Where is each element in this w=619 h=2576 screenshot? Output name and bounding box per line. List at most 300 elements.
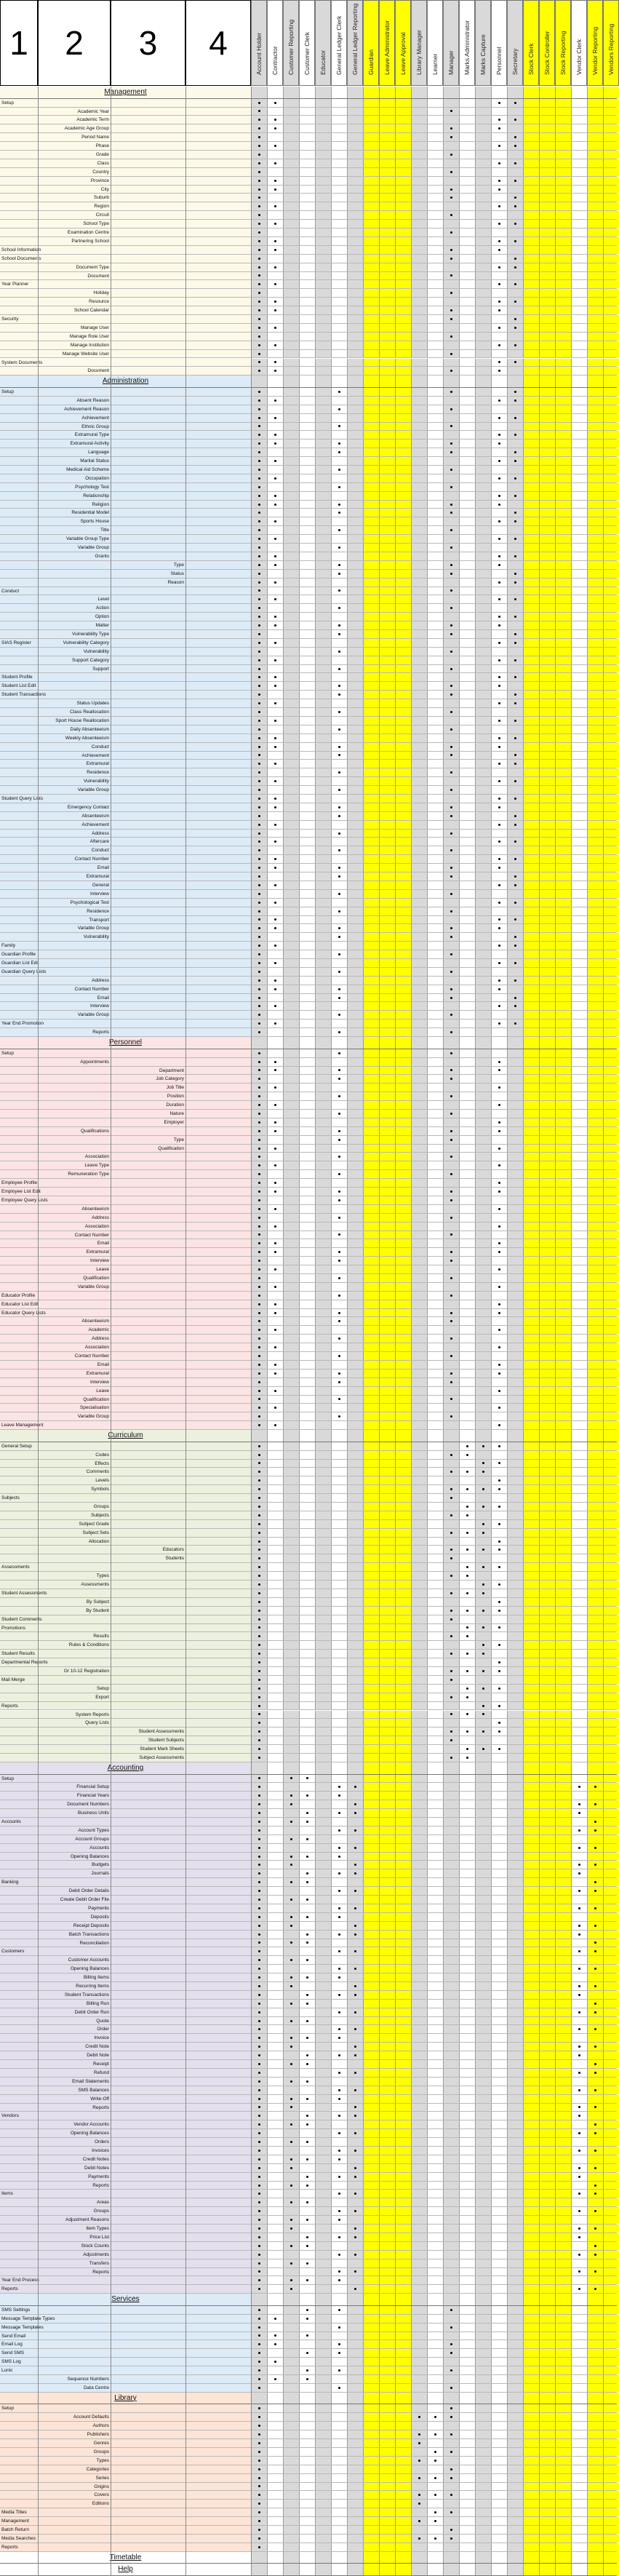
menu-row (0, 570, 617, 579)
permission-cell (283, 639, 299, 647)
permission-cell (299, 673, 315, 681)
permission-cell (267, 405, 283, 413)
permission-cell (507, 108, 523, 116)
permission-cell (331, 899, 347, 907)
permission-cell (363, 280, 379, 288)
level-4-header: 4 (185, 0, 251, 86)
permission-cell (459, 570, 475, 578)
permission-cell (539, 630, 555, 638)
permission-cell (491, 116, 507, 124)
permission-cell (299, 595, 315, 603)
permission-cell (459, 298, 475, 306)
permission-cell (475, 890, 491, 898)
permission-cell (555, 777, 571, 785)
permission-cell (331, 306, 347, 314)
permission-cell (427, 440, 443, 448)
permission-cell (571, 333, 587, 341)
permission-cell (363, 99, 379, 107)
permission-cell (331, 526, 347, 534)
permission-cell (555, 717, 571, 725)
permission-cell (555, 950, 571, 958)
permission-cell (251, 99, 267, 107)
permission-cell (379, 760, 395, 768)
permission-cell (539, 142, 555, 150)
permission-dot (338, 711, 340, 713)
permission-dot (514, 344, 516, 346)
permission-cell (443, 194, 459, 202)
permission-dot (258, 962, 260, 964)
permission-cell (587, 595, 603, 603)
permission-cell (507, 324, 523, 332)
permission-cell (379, 324, 395, 332)
permission-cell (443, 907, 459, 915)
permission-cell (267, 423, 283, 431)
permission-dot (258, 188, 260, 191)
level-3-label: Job Title (112, 1084, 184, 1092)
permission-cell (587, 246, 603, 254)
permission-cell (411, 168, 427, 176)
permission-cell (603, 795, 619, 803)
permission-cell (283, 177, 299, 185)
permission-cell (251, 159, 267, 167)
permission-cell (411, 186, 427, 194)
permission-dot (514, 676, 516, 678)
permission-cell (283, 699, 299, 707)
permission-cell (411, 613, 427, 621)
permission-cell (491, 280, 507, 288)
permission-dot (514, 205, 516, 207)
permission-cell (315, 942, 331, 950)
permission-cell (411, 151, 427, 159)
permission-dot (498, 309, 500, 311)
permission-cell (491, 604, 507, 612)
permission-cell (427, 708, 443, 716)
permission-dot (274, 344, 276, 346)
permission-dot (498, 188, 500, 191)
permission-cell (491, 907, 507, 915)
permission-cell (555, 570, 571, 578)
permission-cell (347, 255, 363, 263)
permission-cell (443, 388, 459, 396)
permission-cell (331, 483, 347, 491)
permission-cell (475, 881, 491, 889)
level-2-label: Interview (39, 890, 109, 899)
permission-cell (395, 665, 411, 673)
permission-cell (587, 639, 603, 647)
permission-cell (315, 202, 331, 210)
permission-cell (251, 872, 267, 880)
permission-dot (498, 460, 500, 462)
permission-dot (258, 344, 260, 346)
permission-cell (299, 272, 315, 280)
permission-cell (603, 457, 619, 465)
level-2-label: Address (39, 830, 109, 838)
permission-cell (379, 656, 395, 664)
permission-cell (427, 194, 443, 202)
permission-cell (347, 228, 363, 236)
permission-cell (475, 474, 491, 482)
permission-cell (251, 881, 267, 889)
permission-dot (338, 936, 340, 938)
permission-cell (427, 202, 443, 210)
permission-dot (498, 504, 500, 506)
permission-cell (299, 255, 315, 263)
permission-dot (514, 642, 516, 644)
permission-cell (315, 872, 331, 880)
permission-cell (411, 803, 427, 811)
permission-cell (571, 682, 587, 690)
permission-dot (274, 555, 276, 557)
permission-cell (603, 872, 619, 880)
permission-cell (379, 220, 395, 228)
permission-cell (507, 359, 523, 367)
level-3-header: 3 (111, 0, 185, 86)
permission-dot (258, 127, 260, 130)
permission-dot (498, 127, 500, 130)
permission-cell (363, 108, 379, 116)
permission-cell (459, 985, 475, 993)
permission-cell (411, 621, 427, 629)
permission-cell (507, 959, 523, 967)
role-header (411, 0, 427, 86)
level-2-label: Title (39, 526, 109, 535)
permission-cell (283, 570, 299, 578)
role-header (491, 0, 507, 86)
permission-cell (507, 673, 523, 681)
level-2-label: Achievement (39, 414, 109, 423)
permission-cell (539, 561, 555, 569)
permission-cell (347, 474, 363, 482)
permission-cell (587, 691, 603, 699)
permission-cell (587, 872, 603, 880)
permission-cell (459, 474, 475, 482)
permission-cell (315, 630, 331, 638)
permission-dot (338, 893, 340, 895)
level-2-label: Phase (39, 142, 109, 151)
permission-cell (555, 448, 571, 456)
permission-cell (315, 795, 331, 803)
permission-cell (283, 552, 299, 560)
permission-cell (571, 699, 587, 707)
level-1-label: Student List Edit (1, 682, 36, 691)
permission-cell (267, 359, 283, 367)
permission-cell (523, 777, 539, 785)
permission-cell (603, 350, 619, 358)
permission-dot (514, 240, 516, 242)
permission-cell (299, 872, 315, 880)
permission-cell (491, 367, 507, 375)
permission-cell (427, 341, 443, 349)
permission-cell (395, 255, 411, 263)
permission-cell (539, 431, 555, 439)
permission-cell (475, 350, 491, 358)
permission-cell (331, 177, 347, 185)
role-header (587, 0, 603, 86)
permission-cell (395, 942, 411, 950)
permission-cell (331, 263, 347, 271)
permission-cell (443, 630, 459, 638)
menu-row (0, 968, 617, 977)
permission-cell (347, 846, 363, 854)
permission-cell (363, 786, 379, 794)
permission-cell (555, 544, 571, 552)
menu-row (0, 561, 617, 570)
permission-cell (299, 587, 315, 595)
permission-cell (555, 263, 571, 271)
permission-cell (603, 544, 619, 552)
permission-cell (523, 942, 539, 950)
permission-dot (450, 529, 452, 531)
permission-cell (427, 977, 443, 985)
permission-cell (539, 985, 555, 993)
permission-cell (507, 289, 523, 297)
permission-cell (491, 812, 507, 820)
menu-row (0, 228, 617, 237)
permission-cell (507, 691, 523, 699)
permission-cell (411, 177, 427, 185)
permission-cell (523, 846, 539, 854)
permission-cell (283, 717, 299, 725)
permission-cell (267, 306, 283, 314)
permission-cell (331, 830, 347, 838)
permission-cell (379, 457, 395, 465)
permission-cell (587, 367, 603, 375)
permission-dot (450, 607, 452, 609)
permission-cell (539, 544, 555, 552)
permission-cell (427, 656, 443, 664)
permission-cell (523, 907, 539, 915)
permission-cell (539, 359, 555, 367)
permission-cell (411, 933, 427, 941)
permission-cell (251, 682, 267, 690)
permission-cell (267, 916, 283, 924)
permission-cell (395, 375, 411, 387)
permission-cell (571, 177, 587, 185)
permission-dot (338, 668, 340, 670)
permission-cell (443, 509, 459, 517)
permission-dot (498, 1022, 500, 1025)
permission-cell (571, 977, 587, 985)
permission-cell (299, 194, 315, 202)
permission-cell (427, 159, 443, 167)
permission-cell (571, 186, 587, 194)
permission-dot (338, 425, 340, 427)
permission-cell (459, 186, 475, 194)
permission-cell (267, 202, 283, 210)
permission-cell (603, 177, 619, 185)
permission-cell (443, 431, 459, 439)
permission-cell (395, 159, 411, 167)
permission-cell (523, 838, 539, 846)
permission-cell (427, 483, 443, 491)
permission-dot (514, 763, 516, 765)
permission-cell (379, 924, 395, 932)
level-2-label: Matter (39, 621, 109, 630)
permission-cell (603, 639, 619, 647)
permission-cell (507, 881, 523, 889)
permission-dot (450, 754, 452, 756)
permission-cell (475, 924, 491, 932)
permission-cell (603, 743, 619, 751)
permission-cell (475, 124, 491, 132)
permission-cell (555, 821, 571, 829)
permission-cell (587, 159, 603, 167)
permission-cell (331, 587, 347, 595)
permission-cell (539, 246, 555, 254)
permission-cell (571, 595, 587, 603)
permission-cell (299, 803, 315, 811)
permission-cell (283, 821, 299, 829)
permission-cell (523, 1002, 539, 1010)
permission-cell (299, 561, 315, 569)
permission-dot (338, 624, 340, 627)
permission-cell (283, 440, 299, 448)
permission-cell (251, 202, 267, 210)
permission-cell (587, 388, 603, 396)
permission-cell (315, 752, 331, 760)
permission-cell (427, 950, 443, 958)
permission-cell (331, 691, 347, 699)
permission-cell (427, 734, 443, 742)
permission-cell (379, 803, 395, 811)
permission-dot (450, 110, 452, 112)
permission-cell (395, 552, 411, 560)
permission-cell (459, 561, 475, 569)
menu-row (0, 752, 617, 760)
permission-cell (523, 959, 539, 967)
permission-cell (347, 177, 363, 185)
level-1-label: School Documents (1, 255, 36, 263)
permission-cell (555, 526, 571, 534)
level-2-label: Effects (39, 1460, 109, 1468)
permission-cell (443, 916, 459, 924)
permission-cell (603, 613, 619, 621)
permission-cell (427, 405, 443, 413)
permission-cell (411, 708, 427, 716)
permission-cell (523, 509, 539, 517)
permission-cell (283, 830, 299, 838)
permission-cell (427, 968, 443, 976)
permission-cell (379, 968, 395, 976)
level-2-label: Manage Website User (39, 350, 109, 359)
permission-cell (571, 474, 587, 482)
permission-cell (571, 228, 587, 236)
permission-cell (411, 907, 427, 915)
permission-cell (555, 99, 571, 107)
permission-cell (491, 237, 507, 245)
permission-cell (475, 280, 491, 288)
level-3-label: Employer (112, 1118, 184, 1127)
permission-cell (379, 388, 395, 396)
permission-cell (251, 237, 267, 245)
permission-cell (267, 717, 283, 725)
level-2-label: Emergency Contact (39, 803, 109, 812)
permission-dot (450, 693, 452, 696)
permission-cell (603, 899, 619, 907)
permission-cell (395, 673, 411, 681)
permission-dot (514, 997, 516, 999)
permission-cell (411, 124, 427, 132)
permission-cell (571, 211, 587, 219)
permission-cell (459, 142, 475, 150)
permission-cell (331, 405, 347, 413)
menu-row (0, 457, 617, 466)
permission-cell (443, 423, 459, 431)
permission-cell (427, 324, 443, 332)
permission-cell (507, 933, 523, 941)
permission-cell (363, 717, 379, 725)
permission-cell (427, 350, 443, 358)
permission-cell (251, 821, 267, 829)
menu-row (0, 717, 617, 726)
permission-dot (258, 327, 260, 329)
permission-cell (491, 846, 507, 854)
permission-dot (258, 598, 260, 600)
permission-cell (507, 186, 523, 194)
permission-dot (338, 875, 340, 878)
permission-cell (331, 648, 347, 656)
permission-cell (411, 211, 427, 219)
permission-dot (258, 318, 260, 320)
permission-dot (450, 849, 452, 851)
permission-cell (299, 570, 315, 578)
permission-dot (274, 119, 276, 121)
permission-cell (571, 359, 587, 367)
permission-cell (299, 280, 315, 288)
permission-cell (331, 760, 347, 768)
permission-cell (603, 535, 619, 543)
permission-cell (363, 457, 379, 465)
permission-cell (555, 116, 571, 124)
permission-dot (338, 910, 340, 913)
permission-cell (475, 159, 491, 167)
permission-cell (603, 682, 619, 690)
permission-cell (379, 315, 395, 323)
permission-cell (299, 133, 315, 141)
permission-cell (571, 803, 587, 811)
permission-dot (514, 858, 516, 860)
permission-cell (475, 864, 491, 872)
permission-cell (459, 211, 475, 219)
permission-cell (587, 726, 603, 734)
level-1-label: Conduct (1, 587, 36, 596)
permission-cell (267, 699, 283, 707)
permission-cell (587, 855, 603, 863)
permission-cell (571, 388, 587, 396)
permission-cell (395, 656, 411, 664)
permission-dot (258, 971, 260, 973)
permission-cell (475, 414, 491, 422)
permission-cell (299, 579, 315, 587)
permission-cell (283, 726, 299, 734)
permission-cell (539, 864, 555, 872)
permission-cell (315, 177, 331, 185)
permission-cell (587, 440, 603, 448)
menu-row (0, 168, 617, 177)
permission-cell (603, 977, 619, 985)
role-header (507, 0, 523, 86)
permission-cell (555, 457, 571, 465)
permission-cell (251, 1019, 267, 1027)
permission-cell (539, 306, 555, 314)
permission-cell (363, 881, 379, 889)
permission-cell (379, 272, 395, 280)
permission-cell (283, 613, 299, 621)
permission-dot (450, 936, 452, 938)
permission-dot (258, 451, 260, 453)
permission-cell (587, 881, 603, 889)
permission-dot (338, 971, 340, 973)
